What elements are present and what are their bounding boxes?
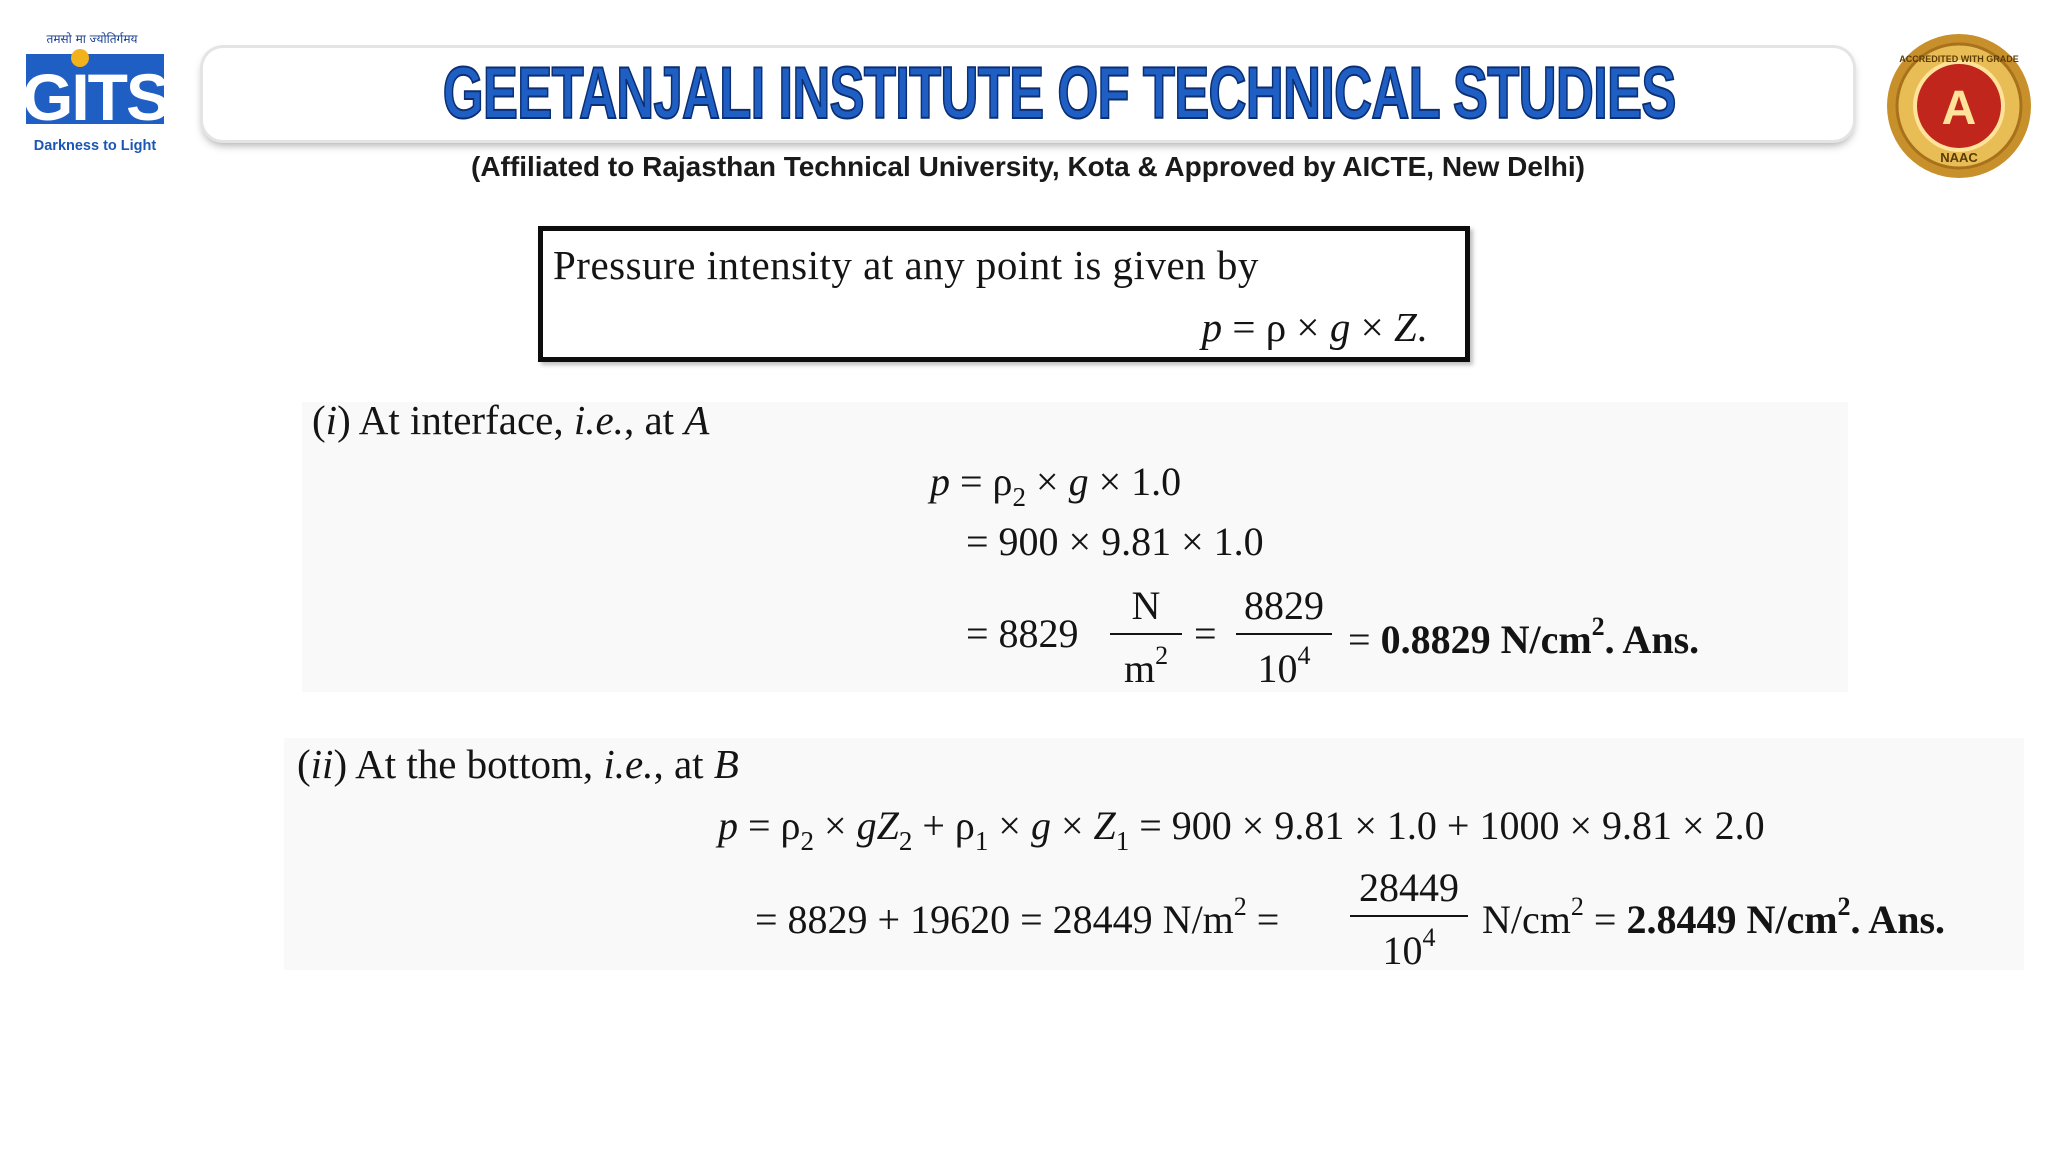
badge-bottom-text: NAAC [1940, 150, 1978, 165]
part-ii-fraction: 28449 $10^4$ [1350, 864, 1468, 974]
part-i-answer: = 0.8829 $N/cm^2$. Ans. [1348, 612, 1700, 662]
logo-acronym: GITS [22, 60, 168, 134]
logo-motto: तमसो मा ज्योतिर्गमय [46, 32, 138, 46]
part-i-equation-1: $p = \rho_2 \times g \times 1.0$ [930, 459, 1182, 512]
gits-logo [22, 30, 168, 156]
part-i-fraction-1: N $m^2$ [1110, 582, 1182, 692]
part-i-fraction-2: 8829 $10^4$ [1236, 582, 1332, 692]
part-ii-heading: (ii) At the bottom, i.e., at B [297, 741, 739, 787]
badge-grade: A [1941, 82, 1977, 135]
naac-badge-icon [1885, 32, 2033, 180]
formula-intro: Pressure intensity at any point is given by [553, 242, 1259, 288]
part-i-heading: (i) At interface, i.e., at A [312, 397, 710, 443]
part-i-equals: = [1194, 611, 1217, 656]
part-i-equation-3-lhs: = 8829 [966, 611, 1079, 656]
badge-top-text: ACCREDITED WITH GRADE [1899, 54, 2019, 64]
logo-tagline: Darkness to Light [33, 138, 157, 154]
institute-name: GEETANJALI INSTITUTE OF TECHNICAL STUDIES [442, 53, 1676, 134]
institute-banner [203, 48, 1853, 140]
part-i-equation-2: = 900 × 9.81 × 1.0 [966, 519, 1264, 564]
formula-box [538, 226, 1470, 362]
part-ii-equation-1: $p = \rho_2 \times gZ_2 + \rho_1 \times g \times Z_1 = 900 \times 9.81 \times 1.0 + 1000 \times 9.81 \times 2.0$ [718, 803, 1765, 856]
part-ii-equation-2-lhs: = 8829 + 19620 = 28449 $N/m^2$ = [755, 892, 1280, 942]
gits-logo-mark [22, 48, 168, 138]
affiliation-text: (Affiliated to Rajasthan Technical University, Kota & Approved by AICTE, New Delhi) [471, 151, 1585, 182]
formula-equation: p = ρ × g × Z. [1201, 304, 1427, 350]
part-ii-answer: $N/cm^2 = 2.8449$ $N/cm^2$. Ans. [1482, 892, 1946, 942]
